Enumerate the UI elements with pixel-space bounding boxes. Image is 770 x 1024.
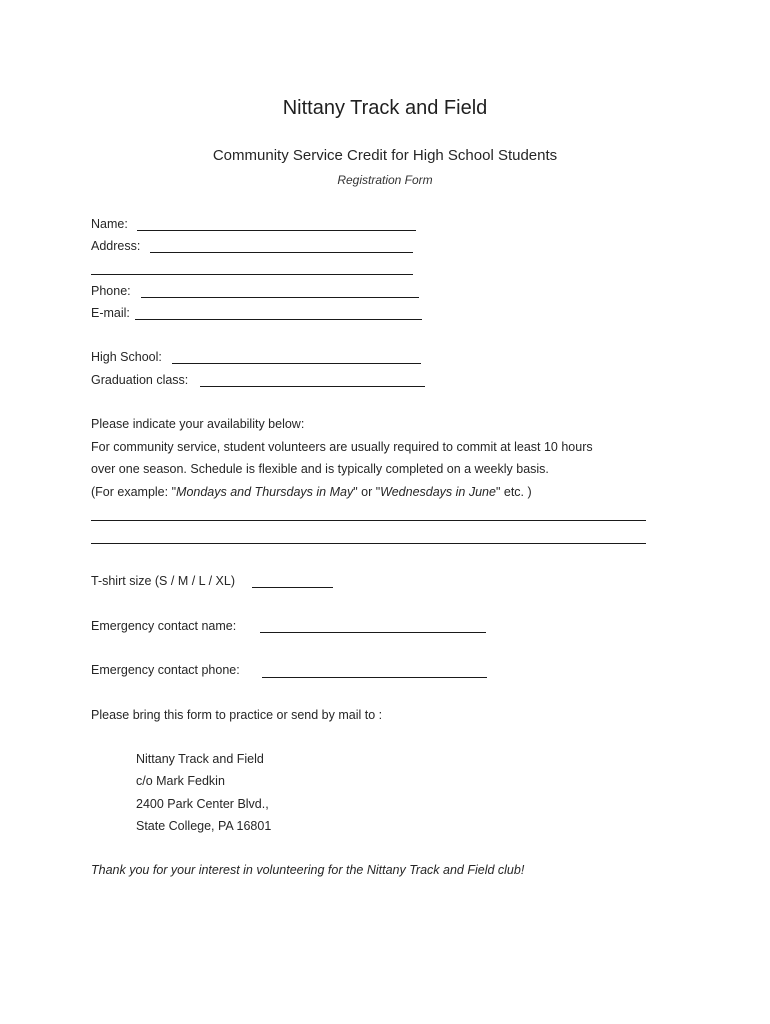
address-field-line-1[interactable] <box>150 252 413 253</box>
mailing-address-line: State College, PA 16801 <box>136 819 272 833</box>
address-label: Address: <box>91 239 141 253</box>
page-subtitle: Community Service Credit for High School Students <box>212 147 558 164</box>
page-title: Nittany Track and Field <box>282 97 488 119</box>
tshirt-size-label: T-shirt size (S / M / L / XL) <box>91 574 236 588</box>
example-2: Wednesdays in June <box>380 485 496 499</box>
high-school-field[interactable] <box>172 363 421 364</box>
example-prefix: (For example: " <box>91 485 177 499</box>
example-1: Mondays and Thursdays in May <box>176 485 354 499</box>
example-mid: " or " <box>353 485 381 499</box>
tshirt-size-field[interactable] <box>252 587 333 588</box>
mailing-address-line: c/o Mark Fedkin <box>136 774 225 788</box>
address-field-line-2[interactable] <box>91 274 413 275</box>
phone-field[interactable] <box>141 297 419 298</box>
mailing-address-line: Nittany Track and Field <box>136 752 264 766</box>
email-label: E-mail: <box>91 306 130 320</box>
mailing-instruction: Please bring this form to practice or send by mail to : <box>91 708 383 722</box>
example-suffix: " etc. ) <box>495 485 532 499</box>
phone-label: Phone: <box>91 284 131 298</box>
availability-example <box>91 484 532 500</box>
availability-text-line-1: For community service, student volunteers are usually required to commit at least 10 hours <box>91 440 593 454</box>
email-field[interactable] <box>135 319 422 320</box>
graduation-class-field[interactable] <box>200 386 425 387</box>
graduation-class-label: Graduation class: <box>91 373 189 387</box>
high-school-label: High School: <box>91 350 162 364</box>
form-name: Registration Form <box>337 173 433 187</box>
emergency-contact-name-field[interactable] <box>260 632 486 633</box>
emergency-contact-phone-field[interactable] <box>262 677 487 678</box>
mailing-address-line: 2400 Park Center Blvd., <box>136 797 269 811</box>
availability-field-line-1[interactable] <box>91 520 646 521</box>
availability-text-line-2: over one season. Schedule is flexible and is typically completed on a weekly basis. <box>91 462 549 476</box>
availability-field-line-2[interactable] <box>91 543 646 544</box>
closing-message: Thank you for your interest in volunteering for the Nittany Track and Field club! <box>91 863 525 877</box>
name-field[interactable] <box>137 230 416 231</box>
emergency-contact-phone-label: Emergency contact phone: <box>91 663 240 677</box>
emergency-contact-name-label: Emergency contact name: <box>91 619 237 633</box>
name-label: Name: <box>91 217 128 231</box>
availability-prompt: Please indicate your availability below: <box>91 417 305 431</box>
